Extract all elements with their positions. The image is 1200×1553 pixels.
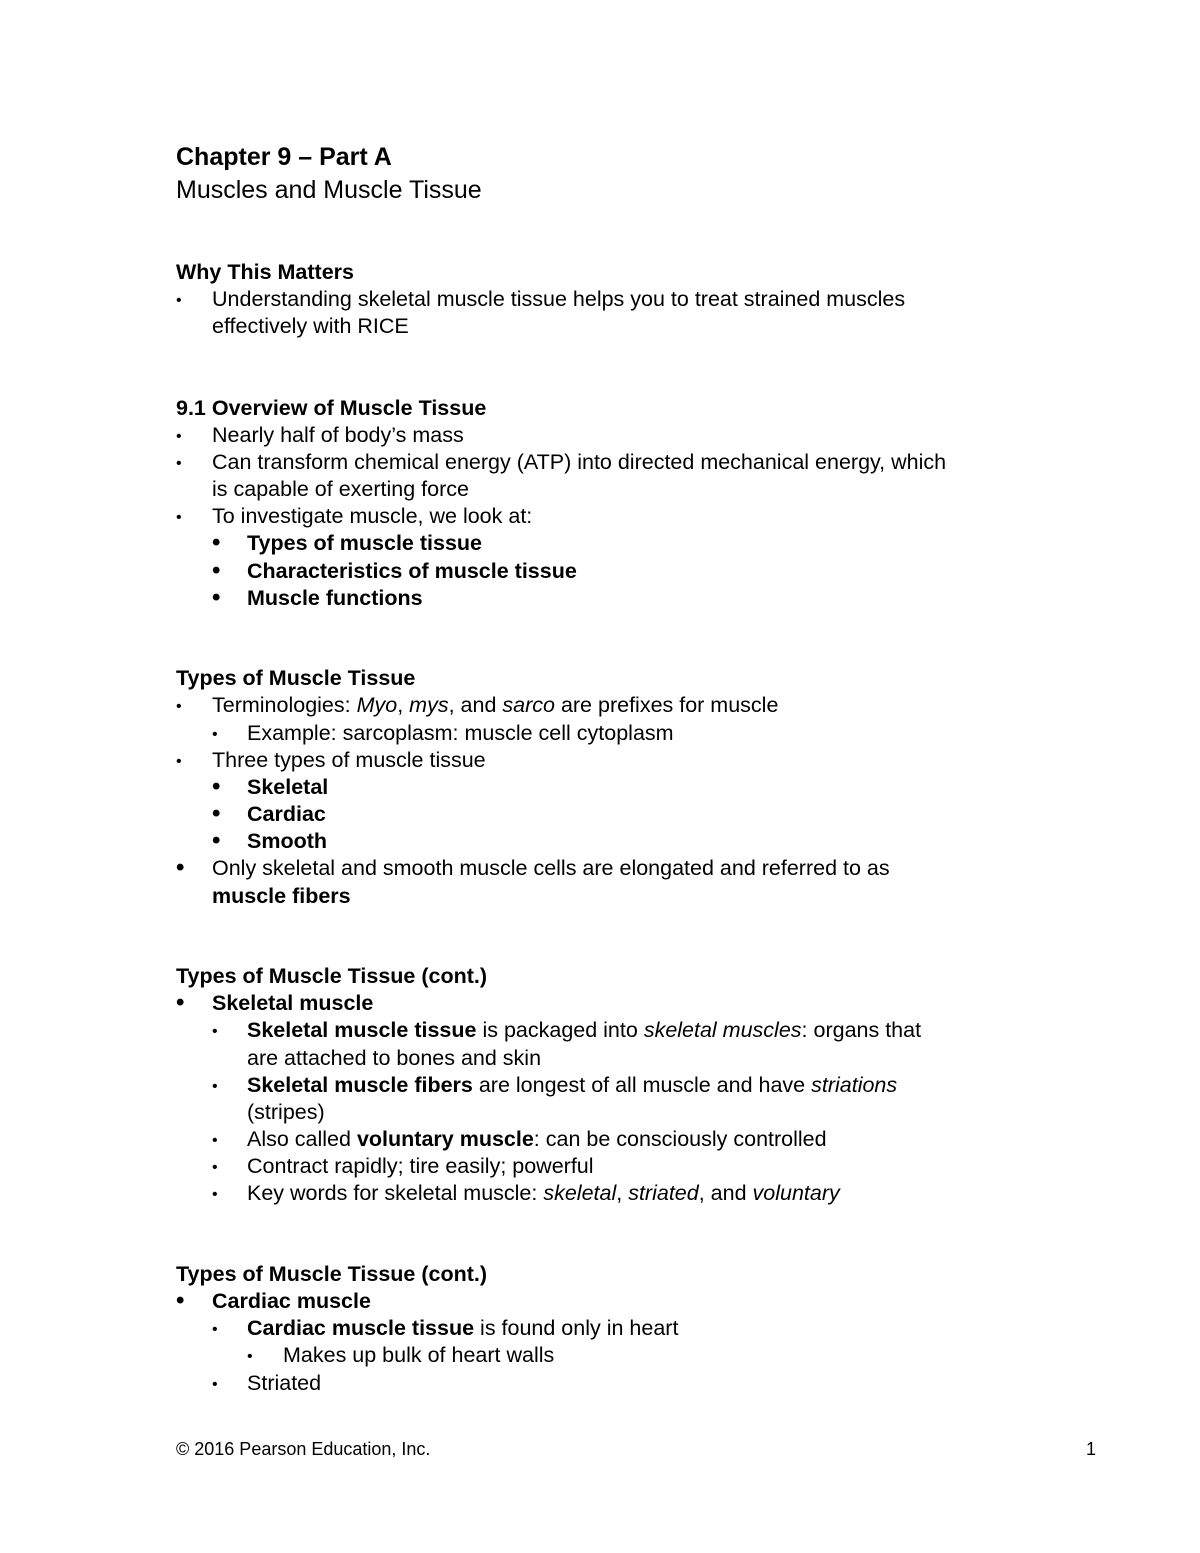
overview-item-investigate: To investigate muscle, we look at: [212,504,533,528]
bullet: • [212,584,221,611]
chapter-title: Chapter 9 – Part A [176,143,392,171]
bullet: • [212,773,221,800]
bullet: • [176,455,182,472]
types-three: Three types of muscle tissue [212,748,486,772]
bullet: • [176,1287,185,1314]
skeletal-item-tissue-line-2: are attached to bones and skin [247,1046,542,1070]
bullet: • [176,854,185,881]
overview-sub-types: Types of muscle tissue [247,531,482,555]
chapter-subtitle: Muscles and Muscle Tissue [176,176,482,204]
bullet: • [247,1348,253,1365]
overview-item-energy-line-2: is capable of exerting force [212,477,469,501]
skeletal-item-voluntary: Also called voluntary muscle: can be consciously controlled [247,1127,827,1151]
types-fibers-line-1: Only skeletal and smooth muscle cells are elongated and referred to as [212,856,890,880]
bullet: • [212,1186,218,1203]
bullet: • [176,428,182,445]
why-matters-line-2: effectively with RICE [212,314,409,338]
bullet: • [176,698,182,715]
bullet: • [176,509,182,526]
bullet: • [212,726,218,743]
page-number: 1 [1086,1439,1097,1459]
overview-item-mass: Nearly half of body’s mass [212,423,464,447]
bullet: • [212,800,221,827]
cardiac-item-striated: Striated [247,1371,322,1395]
skeletal-item-keywords: Key words for skeletal muscle: skeletal, striated, and voluntary [247,1181,840,1205]
cardiac-muscle-heading: Cardiac muscle [212,1289,371,1313]
skeletal-item-fibers-line-2: (stripes) [247,1100,325,1124]
bullet: • [176,753,182,770]
skeletal-item-contract: Contract rapidly; tire easily; powerful [247,1154,594,1178]
overview-sub-functions: Muscle functions [247,586,423,610]
skeletal-muscle-heading: Skeletal muscle [212,991,374,1015]
bullet: • [212,827,221,854]
section-heading-types-cont-1: Types of Muscle Tissue (cont.) [176,964,488,988]
bullet: • [212,1078,218,1095]
overview-item-energy-line-1: Can transform chemical energy (ATP) into directed mechanical energy, which [212,450,947,474]
section-heading-why-this-matters: Why This Matters [176,260,354,284]
section-heading-overview: 9.1 Overview of Muscle Tissue [176,396,487,420]
bullet: • [212,557,221,584]
types-terminology: Terminologies: Myo, mys, and sarco are prefixes for muscle [212,693,779,717]
bullet: • [212,1023,218,1040]
bullet: • [212,529,221,556]
type-cardiac: Cardiac [247,802,326,826]
section-heading-types: Types of Muscle Tissue [176,666,416,690]
type-skeletal: Skeletal [247,775,329,799]
bullet: • [212,1376,218,1393]
bullet: • [212,1321,218,1338]
bullet: • [212,1159,218,1176]
bullet: • [176,292,182,309]
bullet: • [212,1132,218,1149]
cardiac-item-bulk: Makes up bulk of heart walls [283,1343,555,1367]
types-fibers-line-2: muscle fibers [212,884,351,908]
type-smooth: Smooth [247,829,328,853]
bullet: • [176,989,185,1016]
overview-sub-characteristics: Characteristics of muscle tissue [247,559,577,583]
section-heading-types-cont-2: Types of Muscle Tissue (cont.) [176,1262,488,1286]
types-example: Example: sarcoplasm: muscle cell cytoplasm [247,721,674,745]
cardiac-item-tissue: Cardiac muscle tissue is found only in heart [247,1316,679,1340]
skeletal-item-tissue-line-1: Skeletal muscle tissue is packaged into skeletal muscles: organs that [247,1018,922,1042]
why-matters-line-1: Understanding skeletal muscle tissue helps you to treat strained muscles [212,287,906,311]
skeletal-item-fibers-line-1: Skeletal muscle fibers are longest of all muscle and have striations [247,1073,898,1097]
footer-copyright: © 2016 Pearson Education, Inc. [176,1439,431,1459]
